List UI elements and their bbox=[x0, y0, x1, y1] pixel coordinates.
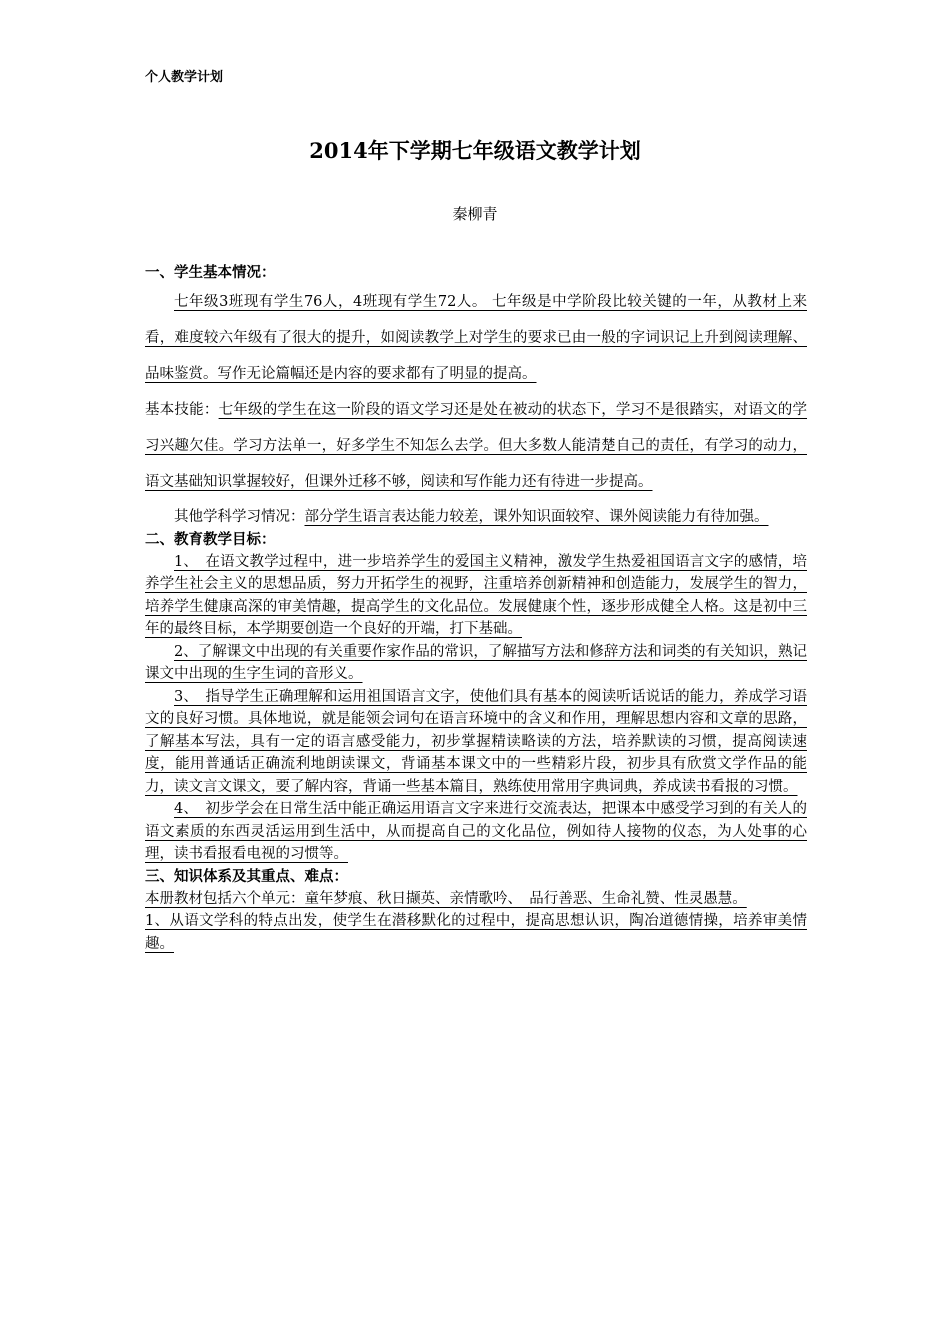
goal-item: 3、 指导学生正确理解和运用祖国语言文字，使他们具有基本的阅读听话说话的能力，养成学习语文的良好习惯。具体地说，就是能领会词句在语言环境中的含义和作用，理解思想内容和文章的思路，了解基本写法，具有一定的语言感受能力，初步掌握精读略读的方法，培养默读的习惯，提高阅读速度，能用普通话正确流利地朗读课文，背诵基本课文中的一些精彩片段，初步具有欣赏文学作品的能力，读文言文课文，要了解内容，背诵一些基本篇目，熟练使用常用字典词典，养成读书看报的习惯。 bbox=[145, 688, 807, 795]
section1-heading: 一、学生基本情况： bbox=[145, 264, 276, 281]
goal-item: 4、 初步学会在日常生活中能正确运用语言文字来进行交流表达，把课本中感受学习到的有关人的语文素质的东西灵活运用到生活中，从而提高自己的文化品位，例如待人接物的仪态，为人处事的心理，读书看报看电视的习惯等。 bbox=[145, 801, 807, 862]
skills-label: 基本技能： bbox=[145, 402, 219, 418]
section1-other bbox=[145, 506, 807, 529]
document-title: 2014年下学期七年级语文教学计划 bbox=[309, 138, 641, 163]
other-text: 部分学生语言表达能力较差，课外知识面较窄、课外阅读能力有待加强。 bbox=[304, 509, 769, 525]
section1-para1 bbox=[145, 284, 807, 392]
section3-units: 本册教材包括六个单元：童年梦痕、秋日撷英、亲情歌吟、 品行善恶、生命礼赞、性灵愚慧。 bbox=[145, 890, 747, 907]
author-name: 秦柳青 bbox=[452, 205, 498, 223]
section2-heading: 二、教育教学目标： bbox=[145, 530, 276, 548]
other-label: 其他学科学习情况： bbox=[174, 509, 305, 525]
section-student-situation bbox=[145, 262, 807, 500]
section1-para1-text: 七年级3班现有学生76人，4班现有学生72人。 七年级是中学阶段比较关键的一年，从教材上来看，难度较六年级有了很大的提升，如阅读教学上对学生的要求已由一般的字词识记上升到阅读理解、品味鉴赏。写作无论篇幅还是内容的要求都有了明显的提高。 bbox=[145, 294, 807, 382]
page-header: 个人教学计划 bbox=[145, 70, 224, 85]
section3-item1: 1、从语文学科的特点出发，使学生在潜移默化的过程中，提高思想认识，陶冶道德情操，培养审美情趣。 bbox=[145, 913, 807, 952]
goal-item: 2、了解课文中出现的有关重要作家作品的常识，了解描写方法和修辞方法和词类的有关知识，熟记课文中出现的生字生词的音形义。 bbox=[145, 643, 807, 682]
skills-text: 七年级的学生在这一阶段的语文学习还是处在被动的状态下，学习不是很踏实，对语文的学习兴趣欠佳。学习方法单一，好多学生不知怎么去学。但大多数人能清楚自己的责任，有学习的动力，语文基础知识掌握较好，但课外迁移不够，阅读和写作能力还有待进一步提高。 bbox=[145, 402, 808, 490]
goal-item: 1、 在语文教学过程中，进一步培养学生的爱国主义精神，激发学生热爱祖国语言文字的感情，培养学生社会主义的思想品质，努力开拓学生的视野，注重培养创新精神和创造能力，发展学生的智力，培养学生健康高深的审美情趣，提高学生的文化品位。发展健康个性，逐步形成健全人格。这是初中三年的最终目标，本学期要创造一个良好的开端，打下基础。 bbox=[145, 553, 807, 637]
section3-heading: 三、知识体系及其重点、难点： bbox=[145, 867, 348, 885]
document-body bbox=[145, 262, 807, 955]
section1-skills bbox=[145, 392, 807, 500]
